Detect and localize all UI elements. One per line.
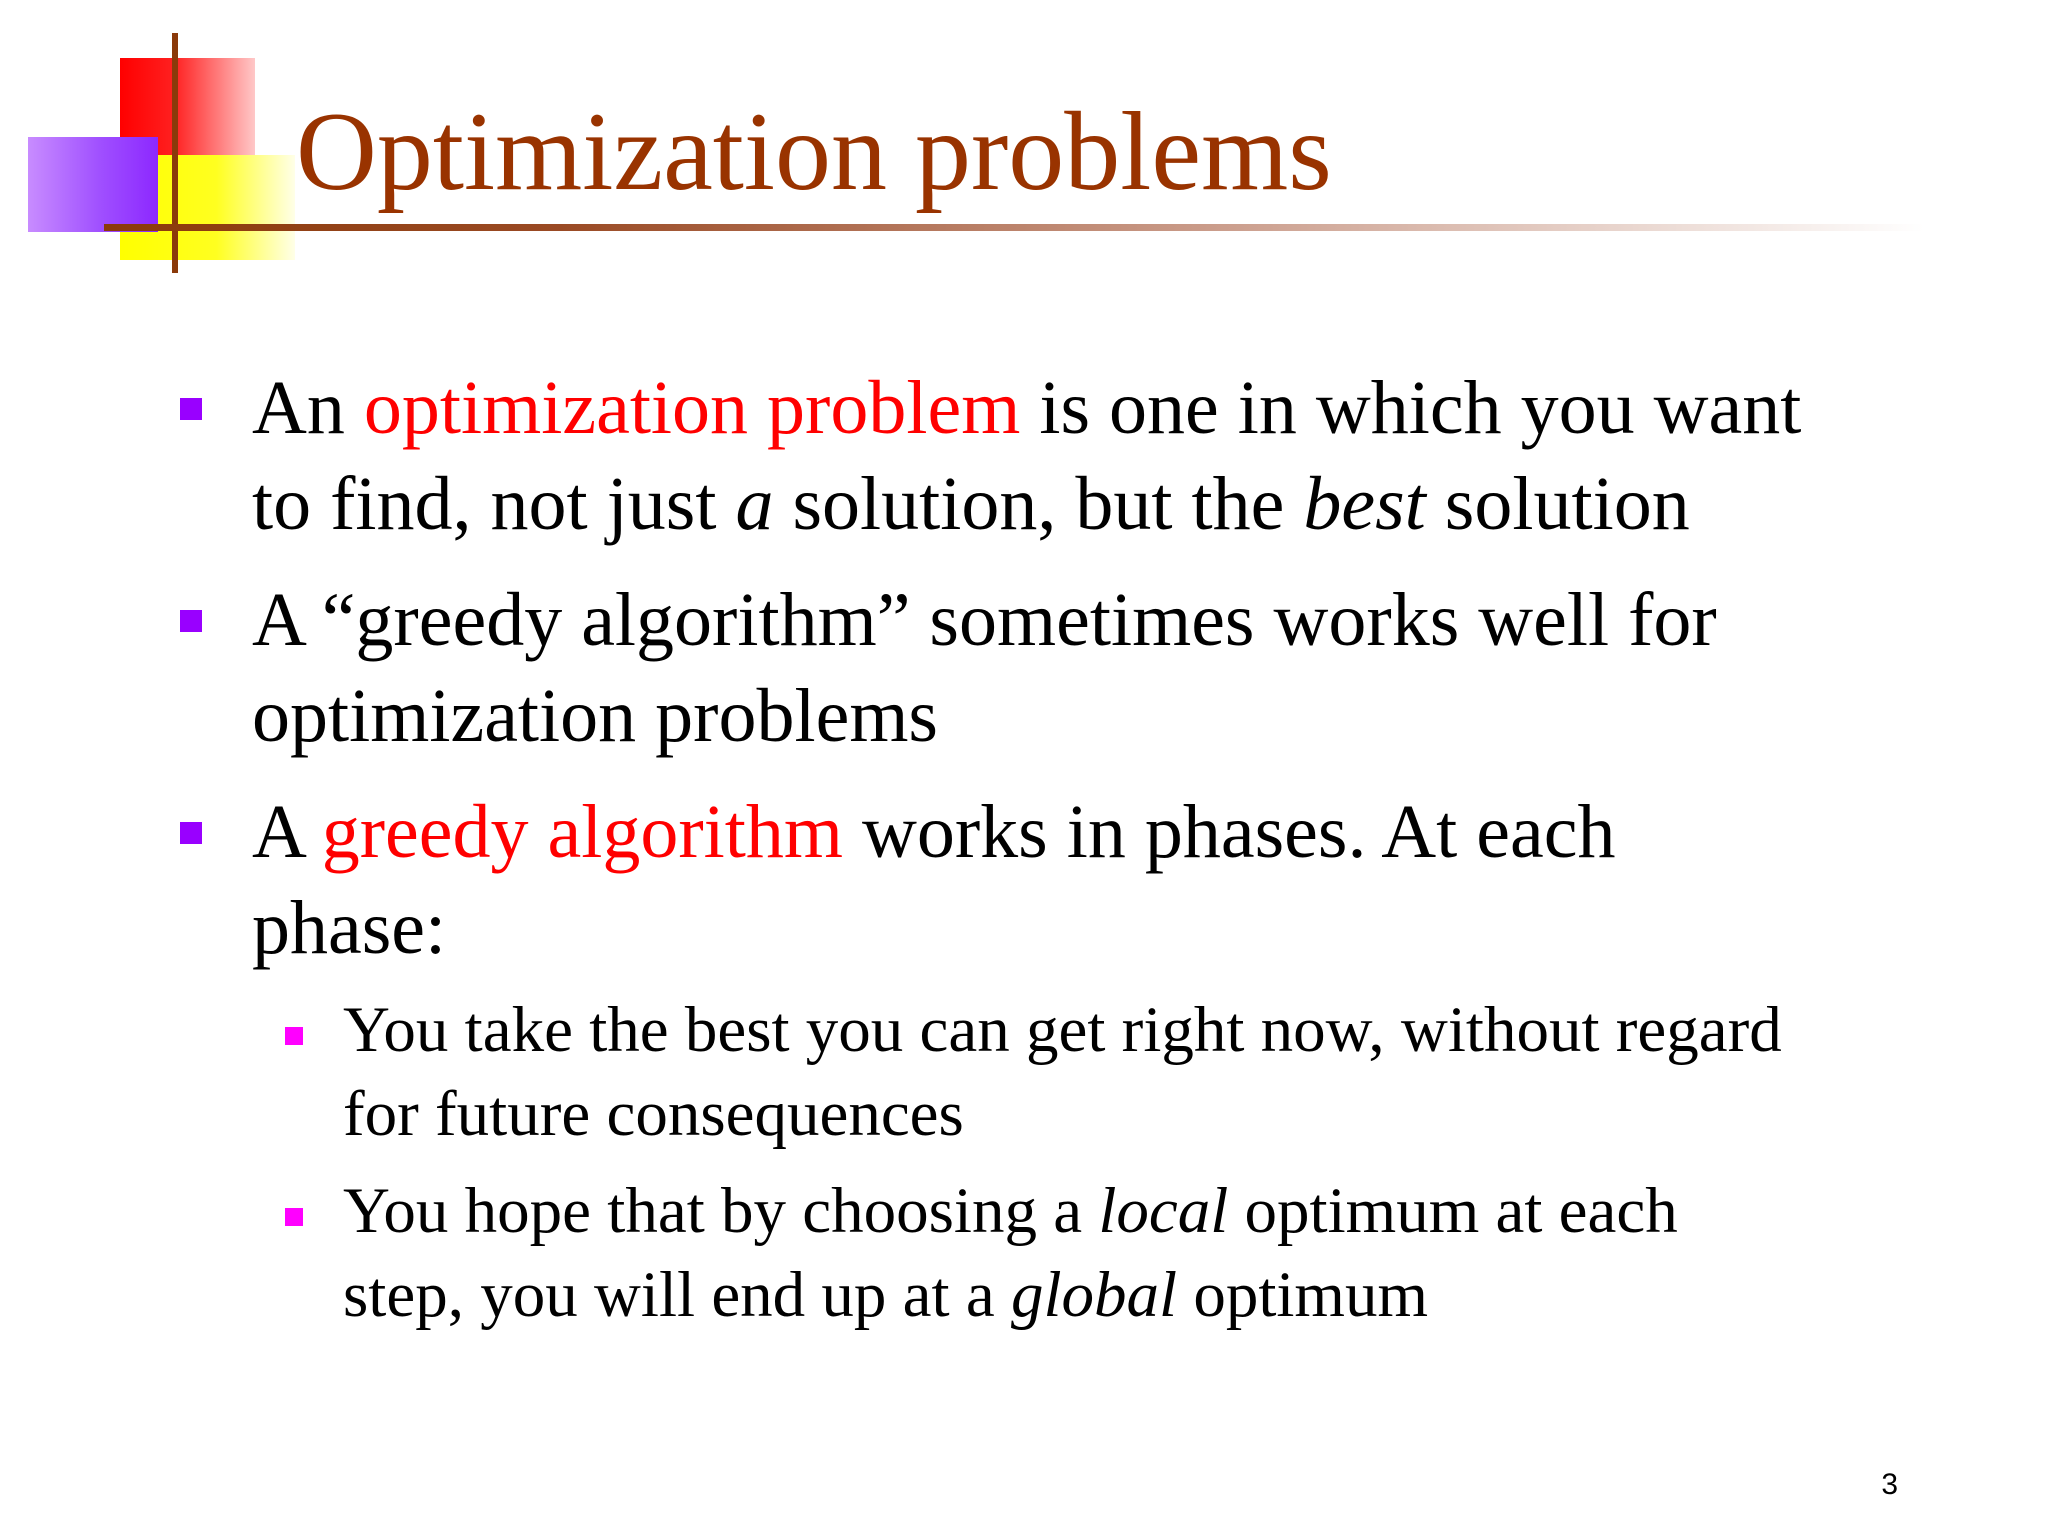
emphasis-text: a bbox=[735, 462, 774, 546]
text-segment: for future consequences bbox=[343, 1078, 964, 1150]
bullet-item-1 bbox=[252, 360, 1932, 552]
purple-square bbox=[28, 137, 158, 232]
text-segment: is one in which you want bbox=[1020, 366, 1802, 450]
bullet-item-2 bbox=[252, 572, 1932, 764]
highlight-term: optimization problem bbox=[363, 366, 1021, 450]
highlight-term: greedy algorithm bbox=[321, 790, 843, 874]
text-segment: optimization problems bbox=[252, 674, 939, 758]
sub-bullet-marker-square-icon bbox=[285, 1208, 303, 1226]
text-segment: You hope that by choosing a bbox=[343, 1175, 1099, 1247]
slide-logo-decoration bbox=[0, 0, 320, 290]
text-segment: optimum at each bbox=[1228, 1175, 1678, 1247]
text-segment: solution, but the bbox=[773, 462, 1304, 546]
slide-title: Optimization problems bbox=[296, 90, 1332, 214]
bullet-marker-square-icon bbox=[180, 610, 202, 632]
title-underline-rule bbox=[104, 224, 1924, 231]
emphasis-text: best bbox=[1303, 462, 1426, 546]
text-segment: solution bbox=[1425, 462, 1690, 546]
bullet-marker-square-icon bbox=[180, 398, 202, 420]
text-segment: phase: bbox=[252, 886, 447, 970]
text-segment: works in phases. At each bbox=[842, 790, 1616, 874]
emphasis-text: global bbox=[1010, 1259, 1178, 1331]
sub-bullet-marker-square-icon bbox=[285, 1027, 303, 1045]
text-segment: An bbox=[252, 366, 364, 450]
text-segment: optimum bbox=[1177, 1259, 1429, 1331]
bullet-item-3 bbox=[252, 784, 1932, 976]
text-segment: to find, not just bbox=[252, 462, 736, 546]
sub-bullet-item-2 bbox=[343, 1169, 1923, 1337]
text-segment: A “greedy algorithm” sometimes works well for bbox=[252, 578, 1717, 662]
emphasis-text: local bbox=[1098, 1175, 1229, 1247]
bullet-marker-square-icon bbox=[180, 822, 202, 844]
vertical-rule bbox=[172, 33, 178, 273]
text-segment: You take the best you can get right now, without regard bbox=[343, 994, 1782, 1066]
sub-bullet-item-1 bbox=[343, 988, 1923, 1156]
text-segment: step, you will end up at a bbox=[343, 1259, 1011, 1331]
page-number: 3 bbox=[1881, 1468, 1898, 1501]
text-segment: A bbox=[252, 790, 322, 874]
